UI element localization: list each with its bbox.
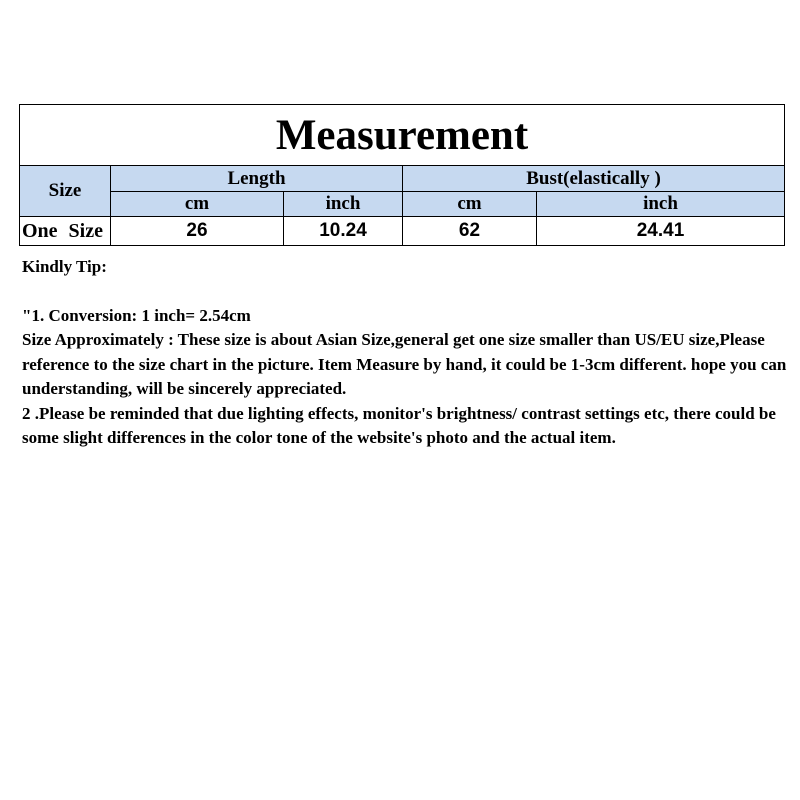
length-header: Length [111,166,403,192]
tip-color-note: 2 .Please be reminded that due lighting effects, monitor's brightness/ contrast settings etc, there could be some slight differences in the color tone of the website's photo and the actual item. [22,403,776,447]
table-row [20,217,785,246]
size-table [19,104,785,246]
tips-section [22,255,792,451]
unit-header: inch [284,192,403,217]
unit-header: cm [111,192,284,217]
tip-approx: Size Approximately : These size is about Asian Size,general get one size smaller than US/EU size,Please reference to the size chart in the picture. Item Measure by hand, it could be 1-3cm different. hope you can understanding, will be sincerely appreciated. [22,330,787,398]
title-row [20,105,785,166]
size-header: Size [20,166,111,217]
group-header-row [20,166,785,192]
length-cm-value: 26 [111,217,284,246]
bust-inch-value: 24.41 [537,217,785,246]
page-title: Measurement [20,105,785,166]
unit-header: cm [403,192,537,217]
tips-heading: Kindly Tip: [22,257,107,276]
unit-header: inch [537,192,785,217]
length-inch-value: 10.24 [284,217,403,246]
bust-header: Bust(elastically ) [403,166,785,192]
unit-header-row [20,192,785,217]
bust-cm-value: 62 [403,217,537,246]
size-label: One Size [20,217,111,246]
tip-conversion: "1. Conversion: 1 inch= 2.54cm [22,305,251,325]
